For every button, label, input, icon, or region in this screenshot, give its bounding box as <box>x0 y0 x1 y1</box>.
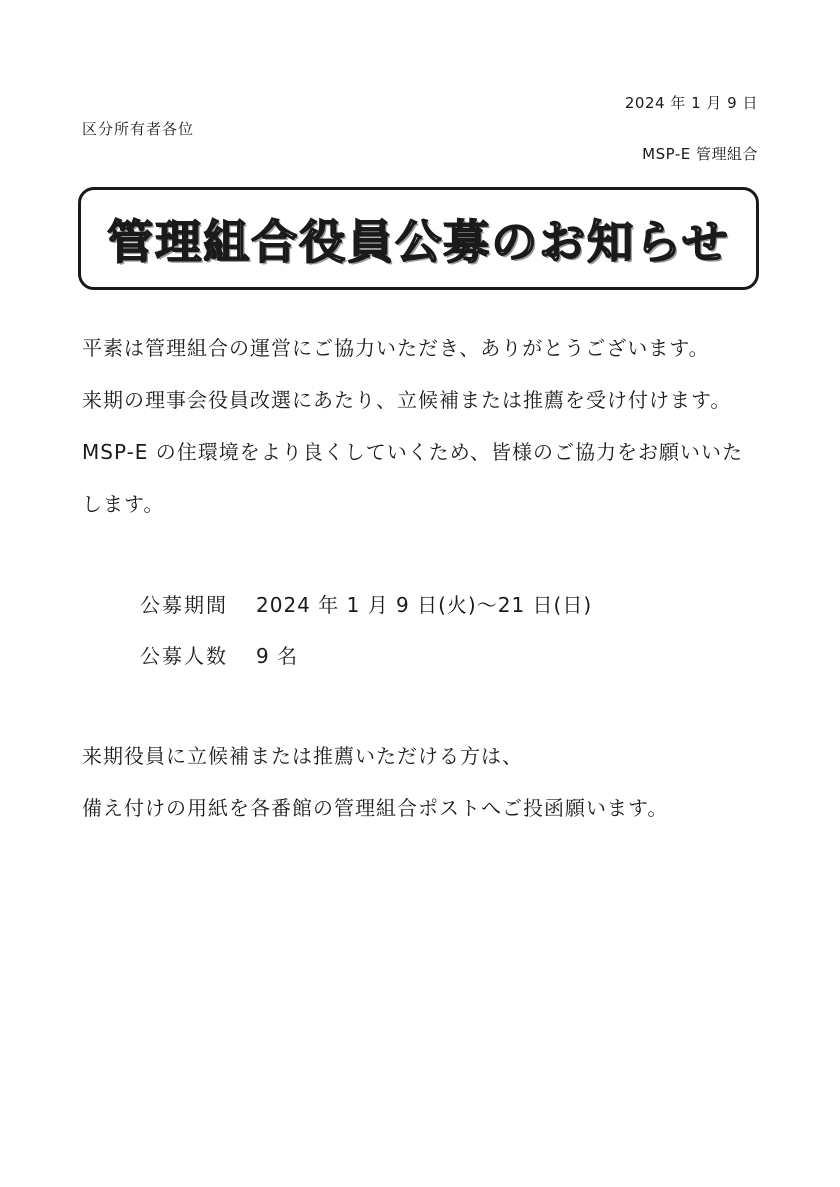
period-label: 公募期間 <box>140 593 228 617</box>
document-title: 管理組合役員公募のお知らせ <box>107 214 730 269</box>
body-paragraph-line: 平素は管理組合の運営にご協力いただき、ありがとうございます。 <box>82 336 710 360</box>
sender-line: MSP-E 管理組合 <box>642 145 758 163</box>
closing-line: 来期役員に立候補または推薦いただける方は、 <box>82 744 523 768</box>
document-date: 2024 年 1 月 9 日 <box>624 94 758 112</box>
title-box <box>78 187 759 290</box>
recipient-line: 区分所有者各位 <box>82 120 195 138</box>
body-paragraph-line: 来期の理事会役員改選にあたり、立候補または推薦を受け付けます。 <box>82 388 732 412</box>
period-value: 2024 年 1 月 9 日(火)～21 日(日) <box>256 593 593 617</box>
count-label: 公募人数 <box>140 644 228 668</box>
body-paragraph-line: MSP-E の住環境をより良くしていくため、皆様のご協力をお願いいた <box>82 440 743 464</box>
count-value: 9 名 <box>256 644 299 668</box>
body-paragraph-line: します。 <box>82 492 165 516</box>
closing-line: 備え付けの用紙を各番館の管理組合ポストへご投函願います。 <box>82 796 669 820</box>
